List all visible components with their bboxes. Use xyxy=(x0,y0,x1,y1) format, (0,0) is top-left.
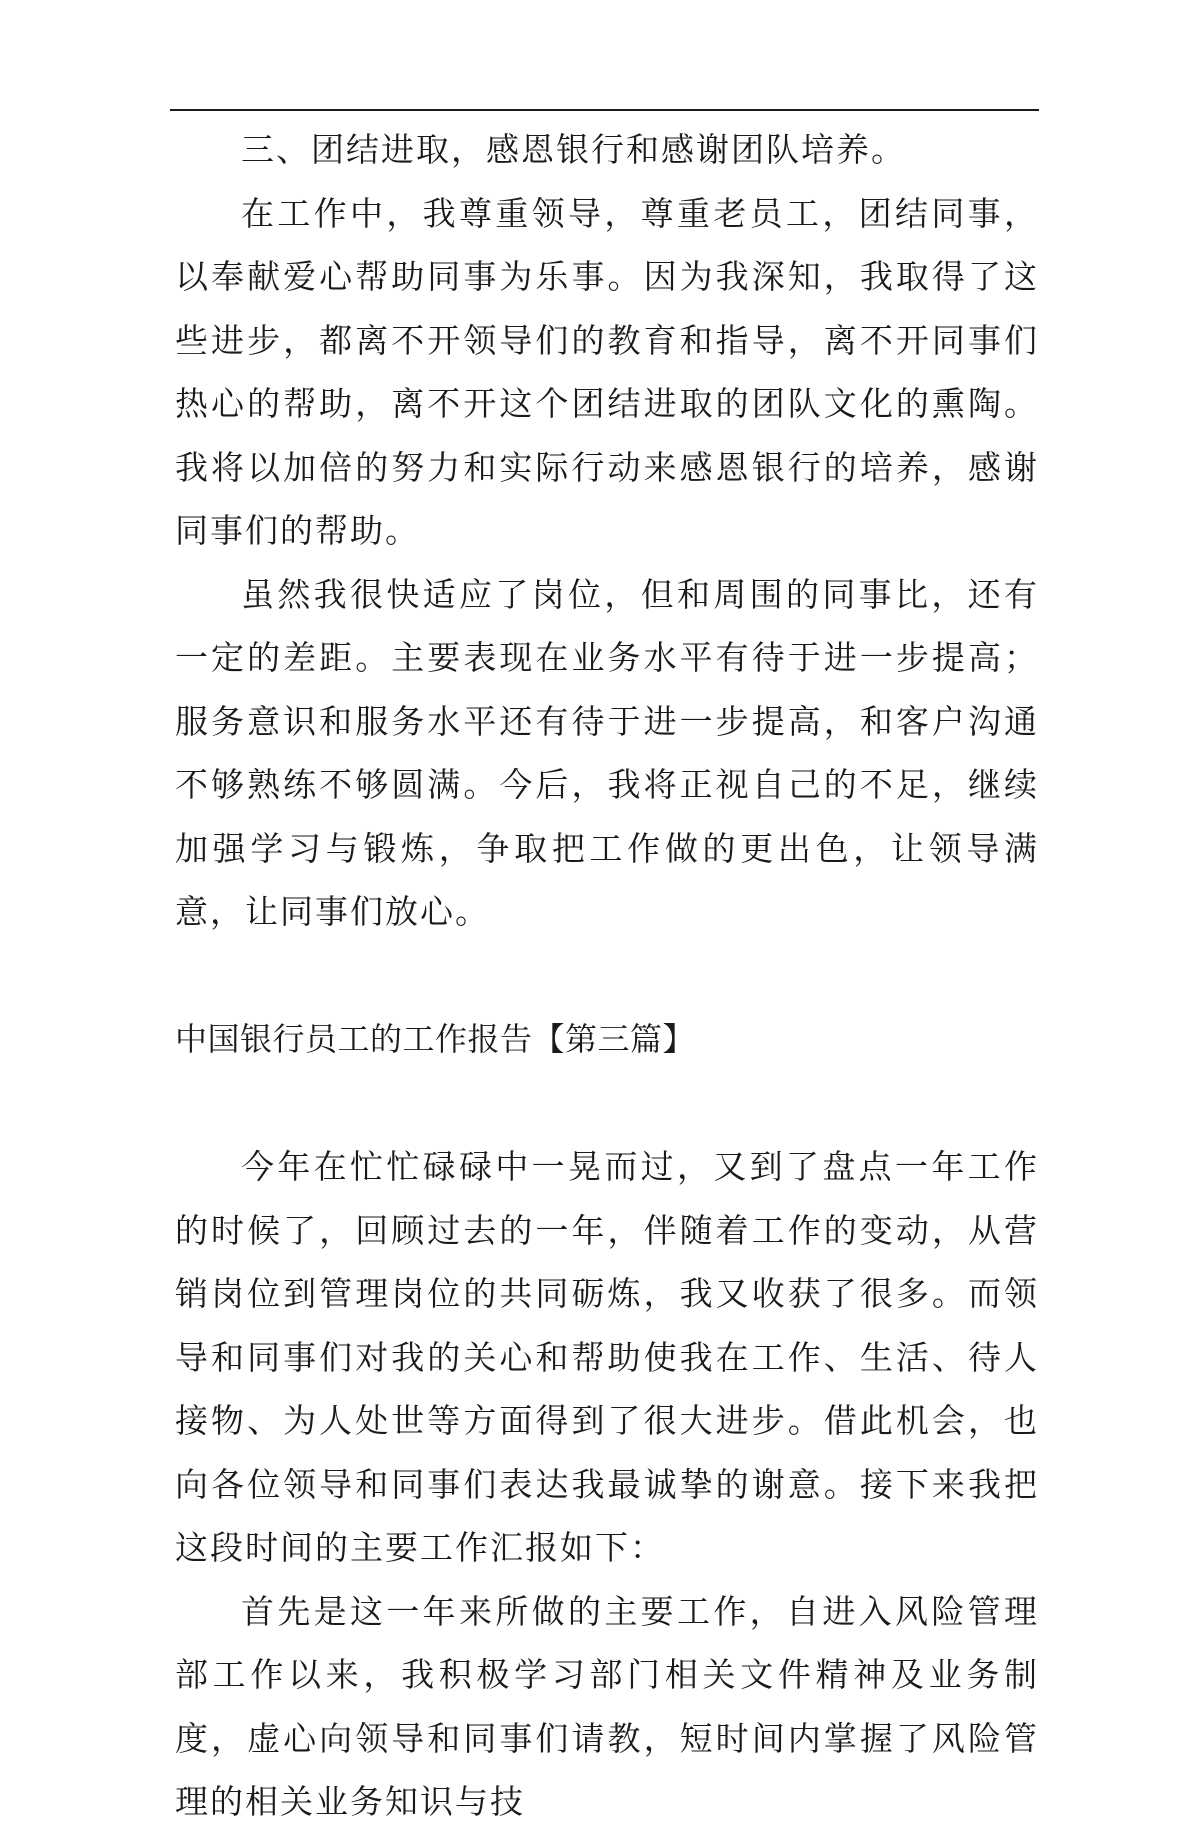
spacer xyxy=(175,1071,1039,1135)
spacer xyxy=(175,944,1039,1008)
paragraph: 今年在忙忙碌碌中一晃而过，又到了盘点一年工作的时候了，回顾过去的一年，伴随着工作的变动，从营销岗位到管理岗位的共同砺炼，我又收获了很多。而领导和同事们对我的关心和帮助使我在工作、生活、待人接物、为人处世等方面得到了很大进步。借此机会，也向各位领导和同事们表达我最诚挚的谢意。接下来我把这段时间的主要工作汇报如下： xyxy=(175,1147,1039,1567)
section-title: 中国银行员工的工作报告【第三篇】 xyxy=(175,1019,696,1058)
paragraph: 虽然我很快适应了岗位，但和周围的同事比，还有一定的差距。主要表现在业务水平有待于进一步提高；服务意识和服务水平还有待于进一步提高，和客户沟通不够熟练不够圆满。今后，我将正视自己的不足，继续加强学习与锻炼，争取把工作做的更出色，让领导满意，让同事们放心。 xyxy=(175,574,1039,931)
document-body xyxy=(175,118,1039,1834)
paragraph: 在工作中，我尊重领导，尊重老员工，团结同事，以奉献爱心帮助同事为乐事。因为我深知，我取得了这些进步，都离不开领导们的教育和指导，离不开同事们热心的帮助，离不开这个团结进取的团队文化的熏陶。我将以加倍的努力和实际行动来感恩银行的培养，感谢同事们的帮助。 xyxy=(175,193,1039,550)
header-divider xyxy=(170,109,1039,111)
section-heading-three: 三、团结进取，感恩银行和感谢团队培养。 xyxy=(241,130,906,169)
paragraph: 首先是这一年来所做的主要工作，自进入风险管理部工作以来，我积极学习部门相关文件精神及业务制度，虚心向领导和同事们请教，短时间内掌握了风险管理的相关业务知识与技 xyxy=(175,1591,1039,1821)
